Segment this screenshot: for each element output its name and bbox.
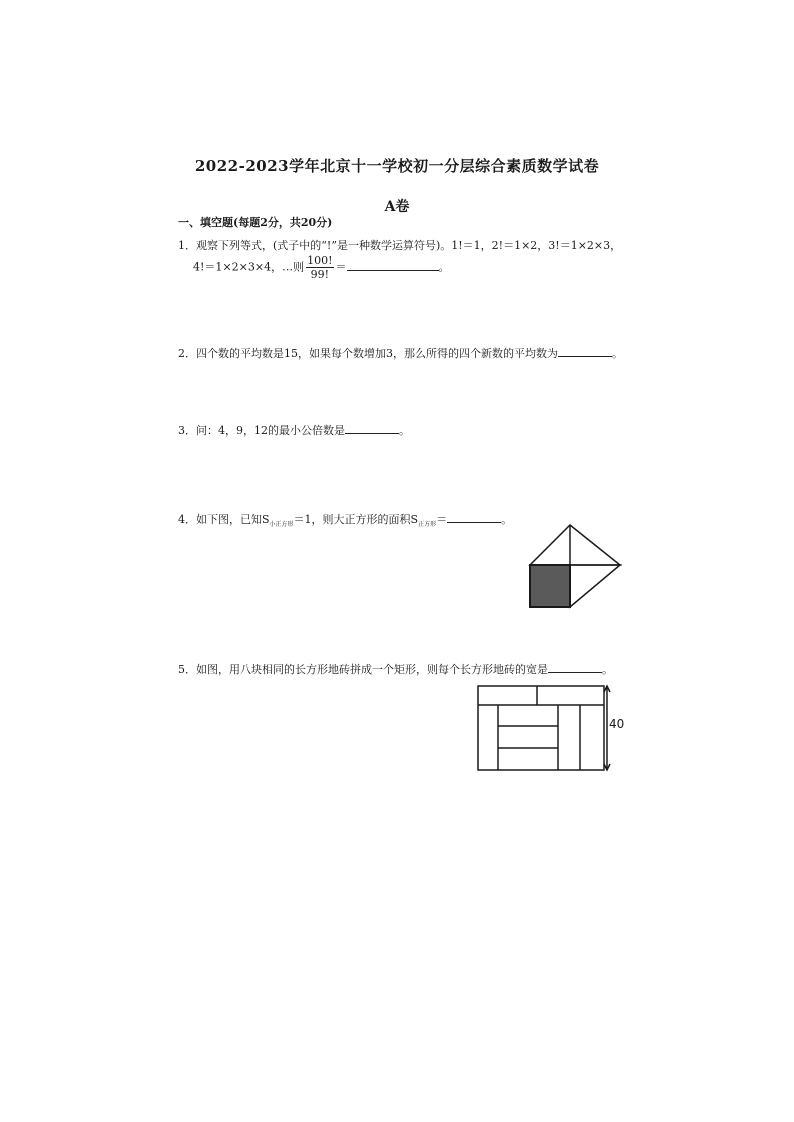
- right-triangle: [570, 565, 620, 607]
- question-text: 如下图，已知S: [196, 513, 270, 526]
- question-1-line-1: [178, 238, 621, 254]
- subscript: 小正方形: [269, 521, 294, 529]
- question-end: 。: [399, 424, 410, 437]
- dimension-label: 40: [609, 717, 625, 731]
- answer-blank[interactable]: [558, 344, 612, 357]
- answer-blank[interactable]: [345, 421, 399, 434]
- question-3: [178, 421, 410, 439]
- small-square-shaded: [530, 565, 570, 607]
- answer-blank[interactable]: [347, 258, 439, 271]
- square-diagram: [520, 515, 645, 615]
- big-square-outline: [530, 525, 620, 565]
- question-text: 4!＝1×2×3×4，…则: [193, 260, 305, 274]
- fraction-denominator: 99!: [310, 268, 329, 281]
- answer-blank[interactable]: [447, 510, 501, 523]
- equals-sign: ＝: [335, 260, 347, 274]
- question-text: ＝1，则大正方形的面积S: [293, 513, 419, 526]
- question-text: 如图，用八块相同的长方形地砖拼成一个矩形，则每个长方形地砖的宽是: [196, 663, 548, 676]
- question-number: 3．: [178, 424, 196, 437]
- question-text: 四个数的平均数是15，如果每个数增加3，那么所得的四个新数的平均数为: [196, 347, 558, 360]
- outer-rectangle: [478, 686, 604, 770]
- question-end: 。: [501, 513, 513, 526]
- question-end: 。: [438, 260, 450, 274]
- question-number: 5．: [178, 663, 196, 676]
- paper-label: A卷: [384, 199, 410, 215]
- section-heading: 一、填空题(每题2分，共20分): [178, 216, 333, 229]
- question-text: 问：4，9，12的最小公倍数是: [196, 424, 345, 437]
- subscript: 正方形: [418, 521, 437, 529]
- question-number: 4．: [178, 513, 196, 526]
- fraction-numerator: 100!: [307, 254, 333, 267]
- question-2: [178, 344, 623, 362]
- question-end: 。: [612, 347, 623, 360]
- question-number: 2．: [178, 347, 196, 360]
- question-5: [178, 660, 613, 678]
- question-number: 1．: [178, 239, 196, 252]
- question-4: [178, 510, 512, 533]
- question-1-line-2: [193, 254, 450, 281]
- tile-diagram: [470, 678, 625, 778]
- question-text: 观察下列等式，(式子中的“!”是一种数学运算符号)。1!＝1，2!＝1×2，3!＝1×2×3，: [196, 239, 622, 252]
- fraction: [306, 254, 333, 281]
- answer-blank[interactable]: [548, 660, 602, 673]
- page-title: 2022-2023学年北京十一学校初一分层综合素质数学试卷: [194, 157, 600, 175]
- question-end: 。: [602, 663, 613, 676]
- question-text: ＝: [436, 513, 448, 526]
